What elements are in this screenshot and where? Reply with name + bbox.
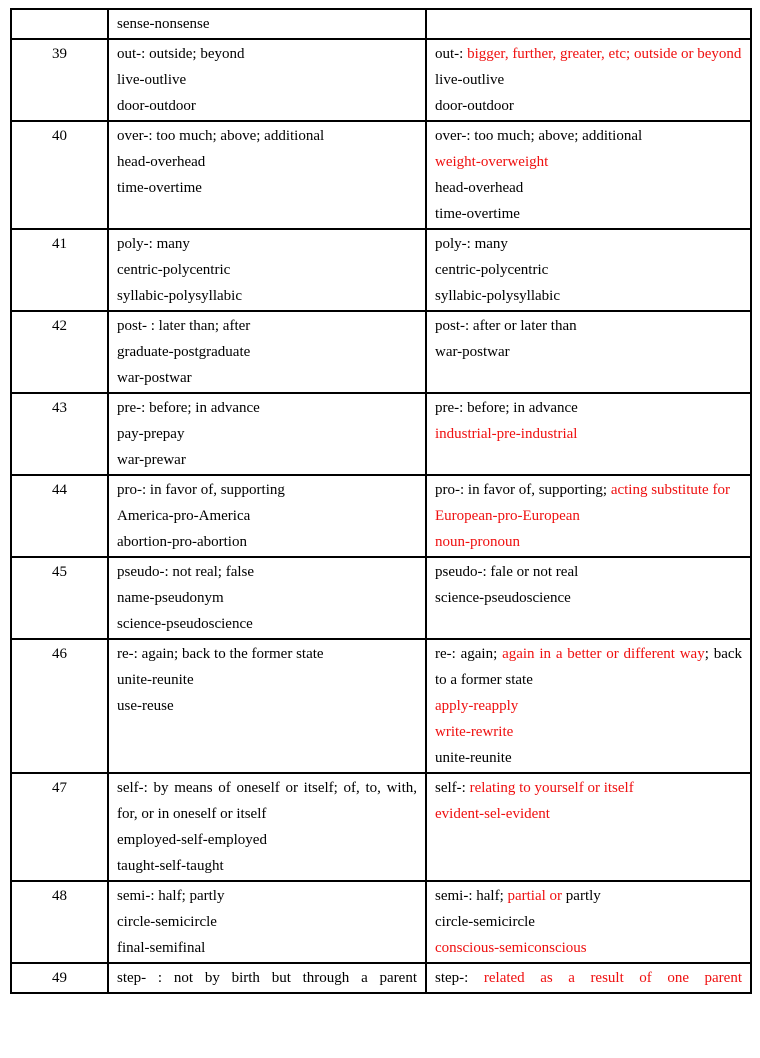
cell-paragraph bbox=[14, 41, 105, 67]
cell-paragraph bbox=[14, 965, 105, 991]
revised-column-cell bbox=[426, 557, 751, 639]
cell-paragraph bbox=[117, 503, 417, 529]
original-column-cell bbox=[108, 881, 426, 963]
text-segment: pro-: in favor of, supporting bbox=[117, 482, 285, 498]
cell-paragraph bbox=[14, 477, 105, 503]
row-number: 47 bbox=[52, 780, 67, 796]
revised-text-segment: industrial-pre-industrial bbox=[435, 426, 578, 442]
text-segment: post-: after or later than bbox=[435, 318, 577, 334]
revised-text-segment: relating to yourself or itself bbox=[469, 780, 634, 796]
revised-column-cell bbox=[426, 121, 751, 229]
cell-paragraph bbox=[435, 559, 742, 585]
cell-paragraph bbox=[117, 667, 417, 693]
row-number: 43 bbox=[52, 400, 67, 416]
table-row bbox=[11, 121, 751, 229]
cell-paragraph bbox=[435, 801, 742, 827]
text-segment: head-overhead bbox=[117, 154, 206, 170]
text-segment: semi-: half; partly bbox=[117, 888, 225, 904]
original-column-cell bbox=[108, 229, 426, 311]
cell-paragraph bbox=[14, 775, 105, 801]
original-column-cell bbox=[108, 393, 426, 475]
text-segment: graduate-postgraduate bbox=[117, 344, 251, 360]
text-segment: poly-: many bbox=[435, 236, 508, 252]
cell-paragraph bbox=[117, 11, 417, 37]
cell-paragraph bbox=[435, 395, 742, 421]
table-row bbox=[11, 393, 751, 475]
text-segment: over-: too much; above; additional bbox=[117, 128, 325, 144]
revised-column-cell bbox=[426, 881, 751, 963]
text-segment: pay-prepay bbox=[117, 426, 185, 442]
cell-paragraph bbox=[14, 313, 105, 339]
text-segment: out-: outside; beyond bbox=[117, 46, 245, 62]
revised-text-segment: apply-reapply bbox=[435, 698, 519, 714]
row-number: 45 bbox=[52, 564, 67, 580]
text-segment: syllabic-polysyllabic bbox=[435, 288, 560, 304]
row-number: 48 bbox=[52, 888, 67, 904]
text-segment: live-outlive bbox=[117, 72, 187, 88]
text-segment: pro-: in favor of, supporting; bbox=[435, 482, 611, 498]
table-row bbox=[11, 9, 751, 39]
text-segment: pre-: before; in advance bbox=[117, 400, 260, 416]
revised-text-segment: again in a better or different way bbox=[502, 646, 705, 662]
text-segment: science-pseudoscience bbox=[435, 590, 571, 606]
text-segment: re-: again; bbox=[435, 646, 503, 662]
row-number-cell bbox=[11, 475, 108, 557]
row-number: 41 bbox=[52, 236, 67, 252]
cell-paragraph bbox=[117, 853, 417, 879]
row-number-cell bbox=[11, 121, 108, 229]
cell-paragraph bbox=[435, 965, 742, 991]
table-row bbox=[11, 229, 751, 311]
row-number-cell bbox=[11, 393, 108, 475]
revised-column-cell bbox=[426, 773, 751, 881]
cell-paragraph bbox=[117, 883, 417, 909]
cell-paragraph bbox=[117, 935, 417, 961]
cell-paragraph bbox=[435, 935, 742, 961]
cell-paragraph bbox=[117, 477, 417, 503]
cell-paragraph bbox=[435, 339, 742, 365]
cell-paragraph bbox=[117, 611, 417, 637]
revised-text-segment: partial or bbox=[507, 888, 566, 904]
cell-paragraph bbox=[14, 231, 105, 257]
text-segment: taught-self-taught bbox=[117, 858, 224, 874]
table-row bbox=[11, 881, 751, 963]
text-segment: poly-: many bbox=[117, 236, 190, 252]
cell-paragraph bbox=[14, 883, 105, 909]
cell-paragraph bbox=[14, 559, 105, 585]
row-number-cell bbox=[11, 963, 108, 993]
row-number: 42 bbox=[52, 318, 67, 334]
cell-paragraph bbox=[435, 201, 742, 227]
original-column-cell bbox=[108, 39, 426, 121]
cell-paragraph bbox=[117, 693, 417, 719]
cell-paragraph bbox=[14, 123, 105, 149]
cell-paragraph bbox=[435, 585, 742, 611]
table-row bbox=[11, 557, 751, 639]
text-segment: door-outdoor bbox=[117, 98, 196, 114]
cell-paragraph bbox=[435, 149, 742, 175]
cell-paragraph bbox=[435, 123, 742, 149]
cell-paragraph bbox=[435, 67, 742, 93]
cell-paragraph bbox=[435, 231, 742, 257]
text-segment: use-reuse bbox=[117, 698, 174, 714]
text-segment: door-outdoor bbox=[435, 98, 514, 114]
text-segment: syllabic-polysyllabic bbox=[117, 288, 242, 304]
text-segment: self-: by means of oneself or itself; of, to, with, for, or in oneself or itself bbox=[117, 780, 417, 822]
cell-paragraph bbox=[117, 339, 417, 365]
cell-paragraph bbox=[117, 175, 417, 201]
revised-column-cell bbox=[426, 39, 751, 121]
text-segment: head-overhead bbox=[435, 180, 524, 196]
cell-paragraph bbox=[14, 395, 105, 421]
cell-paragraph bbox=[435, 641, 742, 693]
cell-paragraph bbox=[117, 641, 417, 667]
text-segment: over-: too much; above; additional bbox=[435, 128, 643, 144]
cell-paragraph bbox=[435, 529, 742, 555]
original-column-cell bbox=[108, 311, 426, 393]
cell-paragraph bbox=[435, 313, 742, 339]
cell-paragraph bbox=[435, 883, 742, 909]
revised-text-segment: noun-pronoun bbox=[435, 534, 520, 550]
revised-column-cell bbox=[426, 229, 751, 311]
text-segment: partly bbox=[565, 888, 601, 904]
cell-paragraph bbox=[117, 123, 417, 149]
cell-paragraph bbox=[117, 149, 417, 175]
revised-text-segment: write-rewrite bbox=[435, 724, 514, 740]
table-row bbox=[11, 639, 751, 773]
row-number: 39 bbox=[52, 46, 67, 62]
text-segment: employed-self-employed bbox=[117, 832, 267, 848]
revised-text-segment: related as a result of one parent bbox=[483, 970, 743, 986]
table-row bbox=[11, 475, 751, 557]
text-segment: pre-: before; in advance bbox=[435, 400, 578, 416]
original-column-cell bbox=[108, 639, 426, 773]
cell-paragraph bbox=[117, 909, 417, 935]
original-column-cell bbox=[108, 773, 426, 881]
cell-paragraph bbox=[435, 693, 742, 719]
text-segment: live-outlive bbox=[435, 72, 505, 88]
revised-text-segment: acting substitute for bbox=[610, 482, 730, 498]
revised-column-cell bbox=[426, 311, 751, 393]
cell-paragraph bbox=[435, 503, 742, 529]
text-segment: ; back to a former state bbox=[435, 646, 743, 688]
row-number-cell bbox=[11, 557, 108, 639]
table-row bbox=[11, 311, 751, 393]
row-number-cell bbox=[11, 311, 108, 393]
cell-paragraph bbox=[435, 775, 742, 801]
text-segment: centric-polycentric bbox=[435, 262, 549, 278]
row-number-cell bbox=[11, 229, 108, 311]
cell-paragraph bbox=[435, 93, 742, 119]
cell-paragraph bbox=[117, 965, 417, 991]
cell-paragraph bbox=[117, 93, 417, 119]
text-segment: centric-polycentric bbox=[117, 262, 231, 278]
cell-paragraph bbox=[117, 585, 417, 611]
revised-text-segment: conscious-semiconscious bbox=[435, 940, 587, 956]
row-number-cell bbox=[11, 39, 108, 121]
cell-paragraph bbox=[435, 257, 742, 283]
cell-paragraph bbox=[117, 41, 417, 67]
text-segment: circle-semicircle bbox=[435, 914, 535, 930]
row-number-cell bbox=[11, 773, 108, 881]
text-segment: abortion-pro-abortion bbox=[117, 534, 247, 550]
cell-paragraph bbox=[117, 257, 417, 283]
cell-paragraph bbox=[435, 745, 742, 771]
revised-text-segment: bigger, further, greater, etc; outside or beyond bbox=[467, 46, 742, 62]
text-segment: re-: again; back to the former state bbox=[117, 646, 324, 662]
cell-paragraph bbox=[435, 175, 742, 201]
cell-paragraph bbox=[435, 477, 742, 503]
cell-paragraph bbox=[117, 775, 417, 827]
original-column-cell bbox=[108, 557, 426, 639]
prefix-table bbox=[10, 8, 752, 994]
original-column-cell bbox=[108, 963, 426, 993]
text-segment: science-pseudoscience bbox=[117, 616, 253, 632]
text-segment: name-pseudonym bbox=[117, 590, 224, 606]
cell-paragraph bbox=[435, 283, 742, 309]
table-row bbox=[11, 773, 751, 881]
original-column-cell bbox=[108, 9, 426, 39]
cell-paragraph bbox=[117, 67, 417, 93]
cell-paragraph bbox=[117, 283, 417, 309]
cell-paragraph bbox=[435, 41, 742, 67]
text-segment: war-prewar bbox=[117, 452, 186, 468]
revised-column-cell bbox=[426, 963, 751, 993]
revised-column-cell bbox=[426, 475, 751, 557]
prefix-table-body bbox=[11, 9, 751, 993]
cell-paragraph bbox=[14, 641, 105, 667]
cell-paragraph bbox=[117, 365, 417, 391]
revised-column-cell bbox=[426, 639, 751, 773]
text-segment: unite-reunite bbox=[117, 672, 194, 688]
text-segment: step- : not by birth but through a parent bbox=[117, 970, 417, 986]
cell-paragraph bbox=[117, 421, 417, 447]
revised-text-segment: European-pro-European bbox=[435, 508, 580, 524]
row-number-cell bbox=[11, 881, 108, 963]
cell-paragraph bbox=[117, 827, 417, 853]
text-segment: pseudo-: not real; false bbox=[117, 564, 255, 580]
table-row bbox=[11, 963, 751, 993]
text-segment: circle-semicircle bbox=[117, 914, 217, 930]
text-segment: time-overtime bbox=[117, 180, 202, 196]
row-number: 49 bbox=[52, 970, 67, 986]
cell-paragraph bbox=[435, 909, 742, 935]
text-segment: post- : later than; after bbox=[117, 318, 251, 334]
original-column-cell bbox=[108, 121, 426, 229]
row-number: 44 bbox=[52, 482, 67, 498]
cell-paragraph bbox=[117, 231, 417, 257]
cell-paragraph bbox=[117, 529, 417, 555]
row-number: 40 bbox=[52, 128, 67, 144]
text-segment: America-pro-America bbox=[117, 508, 251, 524]
text-segment: out-: bbox=[435, 46, 468, 62]
revised-column-cell bbox=[426, 9, 751, 39]
text-segment: war-postwar bbox=[435, 344, 510, 360]
row-number-cell bbox=[11, 9, 108, 39]
text-segment: pseudo-: fale or not real bbox=[435, 564, 579, 580]
cell-paragraph bbox=[117, 395, 417, 421]
row-number-cell bbox=[11, 639, 108, 773]
text-segment: step-: bbox=[435, 970, 484, 986]
text-segment: final-semifinal bbox=[117, 940, 206, 956]
cell-paragraph bbox=[117, 313, 417, 339]
cell-paragraph bbox=[435, 421, 742, 447]
original-column-cell bbox=[108, 475, 426, 557]
row-number: 46 bbox=[52, 646, 67, 662]
text-segment: self-: bbox=[435, 780, 470, 796]
revised-text-segment: weight-overweight bbox=[435, 154, 549, 170]
revised-text-segment: evident-sel-evident bbox=[435, 806, 550, 822]
revised-column-cell bbox=[426, 393, 751, 475]
cell-paragraph bbox=[117, 447, 417, 473]
text-segment: semi-: half; bbox=[435, 888, 508, 904]
text-segment: sense-nonsense bbox=[117, 16, 210, 32]
cell-paragraph bbox=[435, 719, 742, 745]
text-segment: unite-reunite bbox=[435, 750, 512, 766]
text-segment: time-overtime bbox=[435, 206, 520, 222]
cell-paragraph bbox=[117, 559, 417, 585]
table-row bbox=[11, 39, 751, 121]
text-segment: war-postwar bbox=[117, 370, 192, 386]
